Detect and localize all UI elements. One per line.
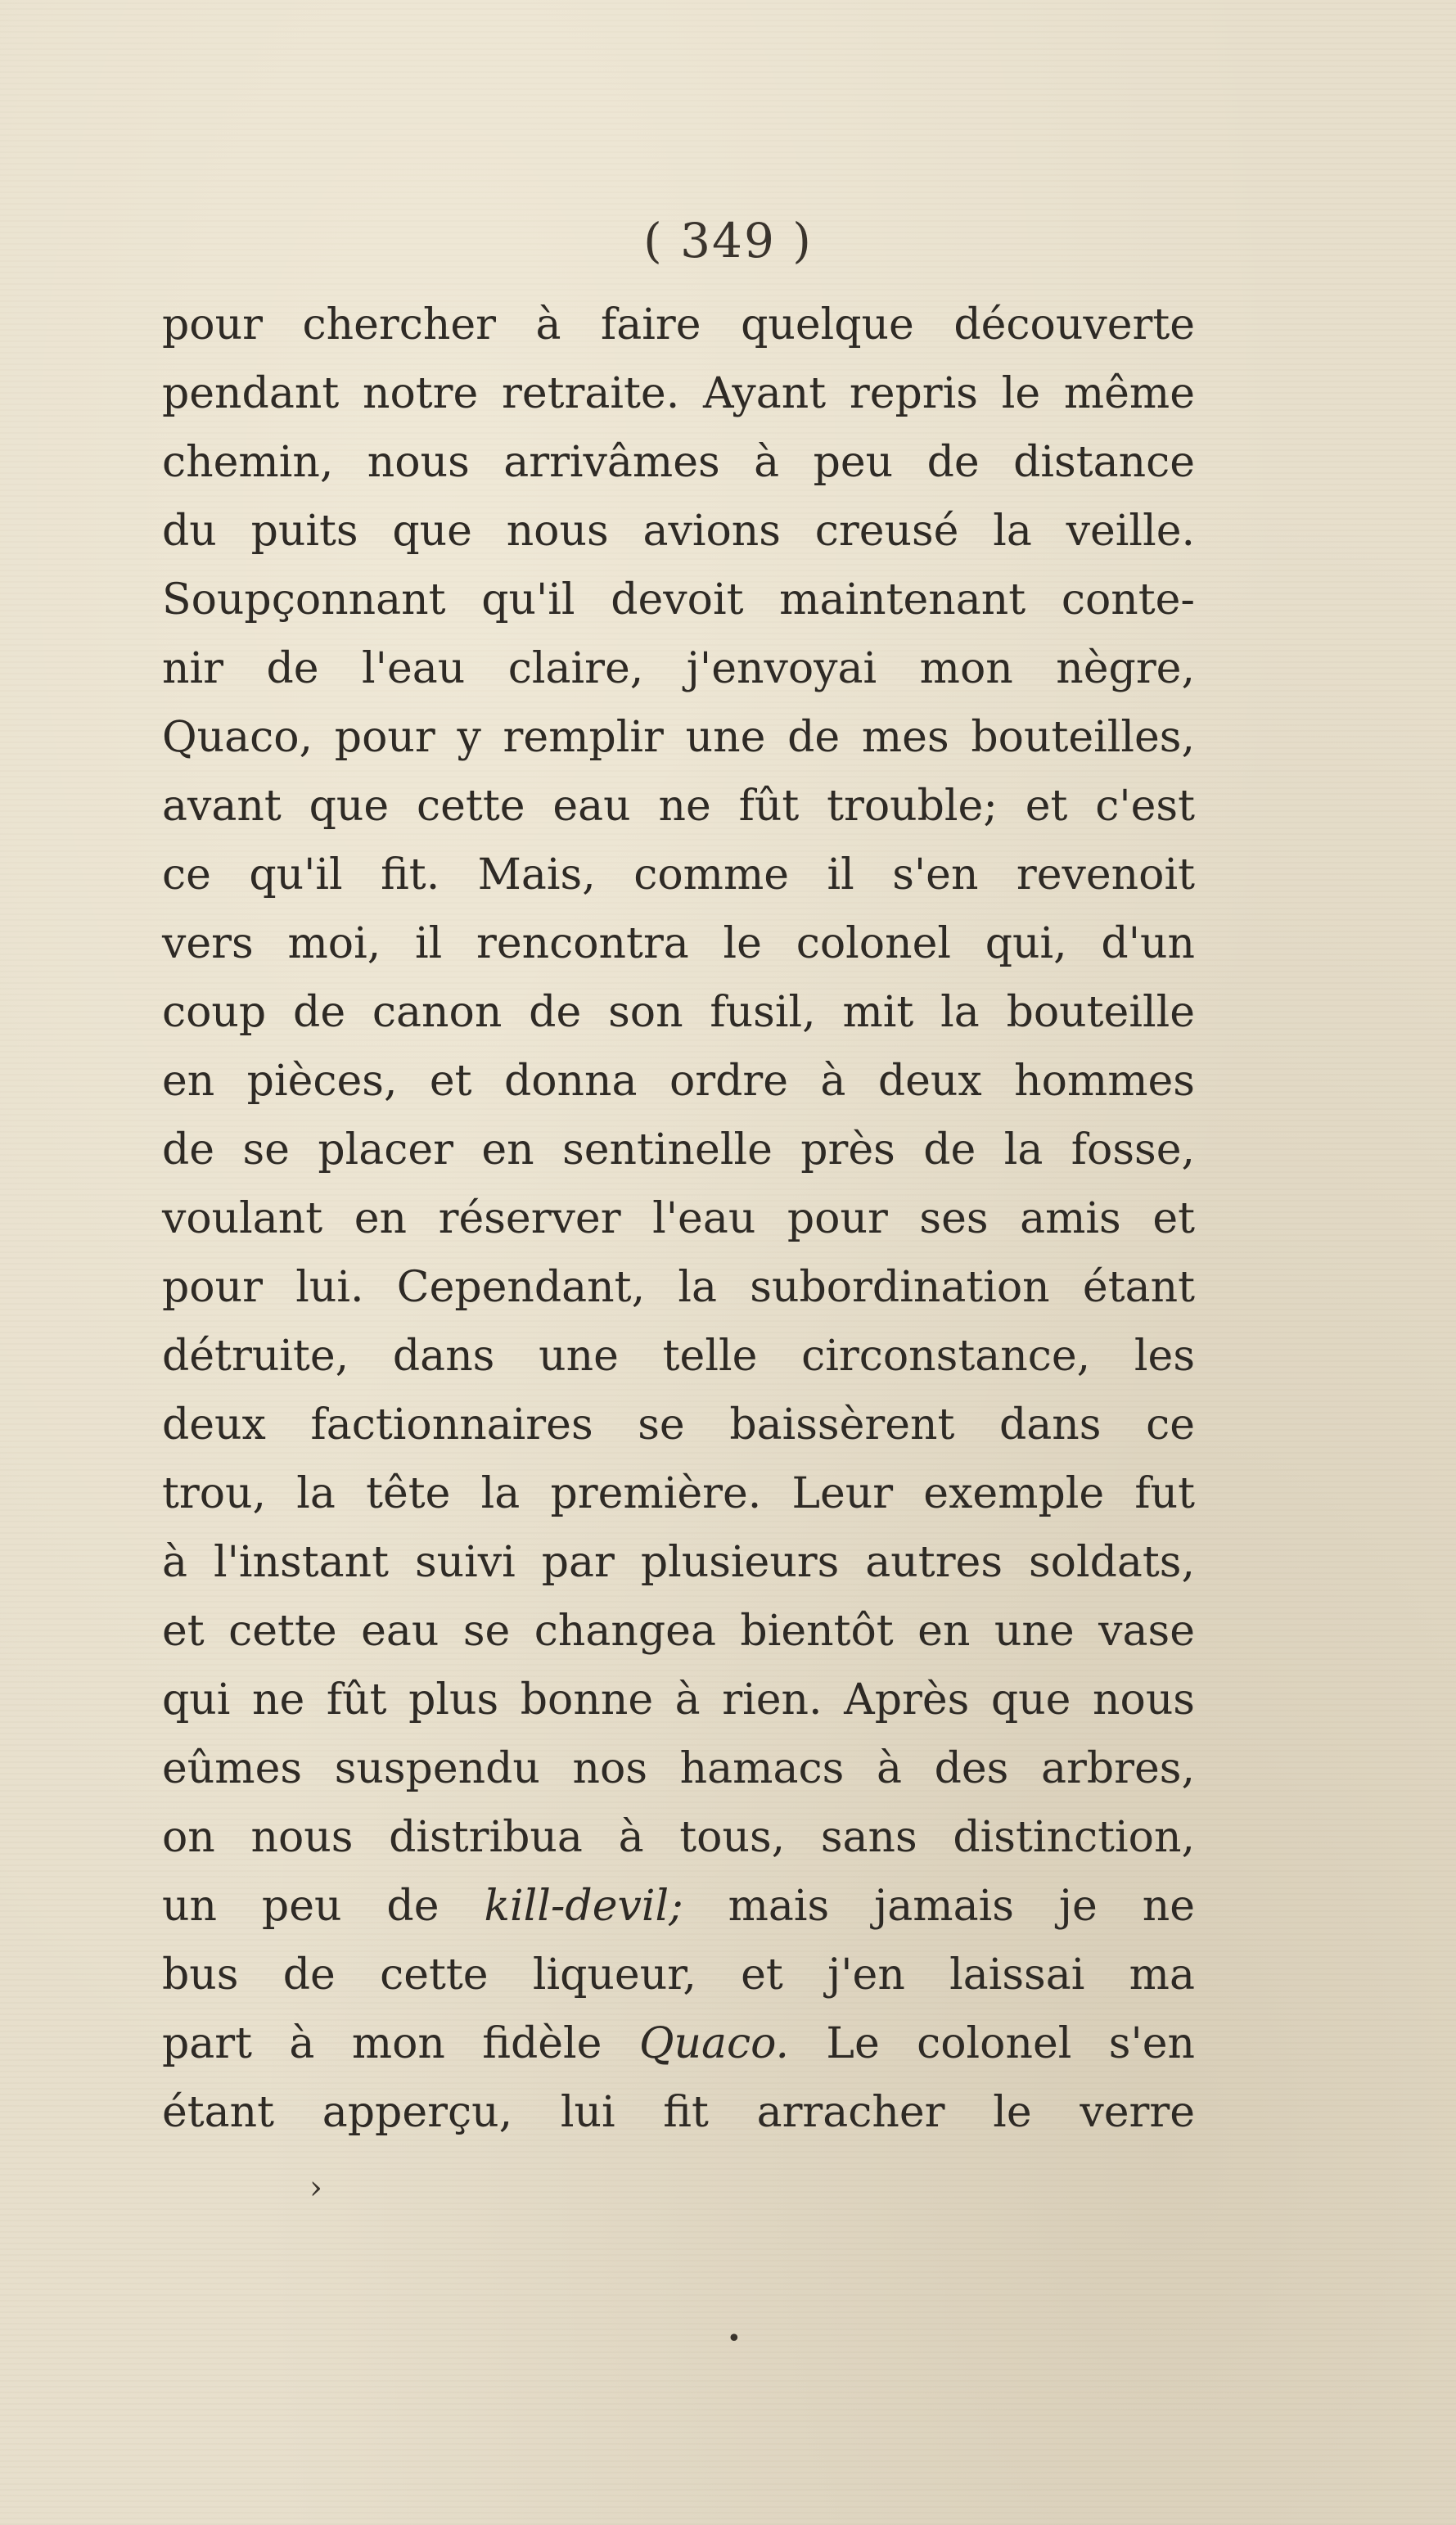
text-run: mais jamais je ne (683, 1882, 1195, 1931)
text-run: Le colonel s'en (789, 2019, 1196, 2068)
text-line: et cette eau se changea bientôt en une vase (162, 1607, 1195, 1656)
text-line: du puits que nous avions creusé la veille. (162, 507, 1195, 556)
text-line: de se placer en sentinelle près de la fosse, (162, 1125, 1195, 1175)
text-run: part à mon fidèle (162, 2019, 639, 2068)
text-line: détruite, dans une telle circonstance, les (162, 1332, 1195, 1381)
text-run: un peu de (162, 1882, 485, 1931)
text-line: pour lui. Cependant, la subordination étant (162, 1263, 1195, 1312)
text-line: étant apperçu, lui fit arracher le verre (162, 2088, 1195, 2137)
text-line: avant que cette eau ne fût trouble; et c'est (162, 782, 1195, 831)
text-line: vers moi, il rencontra le colonel qui, d'un (162, 919, 1195, 968)
italic-term: kill-devil; (484, 1882, 683, 1931)
text-line: pour chercher à faire quelque découverte (162, 300, 1195, 349)
text-line: eûmes suspendu nos hamacs à des arbres, (162, 1744, 1195, 1793)
text-line: chemin, nous arrivâmes à peu de distance (162, 438, 1195, 487)
text-line: qui ne fût plus bonne à rien. Après que nous (162, 1675, 1195, 1725)
text-line: Quaco, pour y remplir une de mes bouteilles, (162, 713, 1195, 762)
text-line: deux factionnaires se baissèrent dans ce (162, 1400, 1195, 1450)
text-line: voulant en réserver l'eau pour ses amis et (162, 1194, 1195, 1243)
body-text (162, 291, 1195, 2147)
text-line: pendant notre retraite. Ayant repris le même (162, 369, 1195, 418)
italic-name: Quaco. (638, 2019, 790, 2068)
text-line: en pièces, et donna ordre à deux hommes (162, 1057, 1195, 1106)
ink-speck: › (309, 2169, 322, 2207)
text-line: on nous distribua à tous, sans distinction, (162, 1813, 1195, 1862)
text-line: bus de cette liqueur, et j'en laissai ma (162, 1950, 1195, 2000)
text-line-with-italic (162, 2009, 1195, 2078)
text-line: ce qu'il fit. Mais, comme il s'en revenoit (162, 850, 1195, 900)
text-line: coup de canon de son fusil, mit la bouteille (162, 988, 1195, 1037)
text-line: nir de l'eau claire, j'envoyai mon nègre, (162, 644, 1195, 693)
ink-speck: • (727, 2324, 742, 2353)
text-line: trou, la tête la première. Leur exemple fut (162, 1469, 1195, 1518)
text-line: à l'instant suivi par plusieurs autres soldats, (162, 1538, 1195, 1587)
text-line-with-italic (162, 1872, 1195, 1941)
text-line: Soupçonnant qu'il devoit maintenant conte- (162, 575, 1195, 624)
page-number: ( 349 ) (643, 213, 813, 268)
